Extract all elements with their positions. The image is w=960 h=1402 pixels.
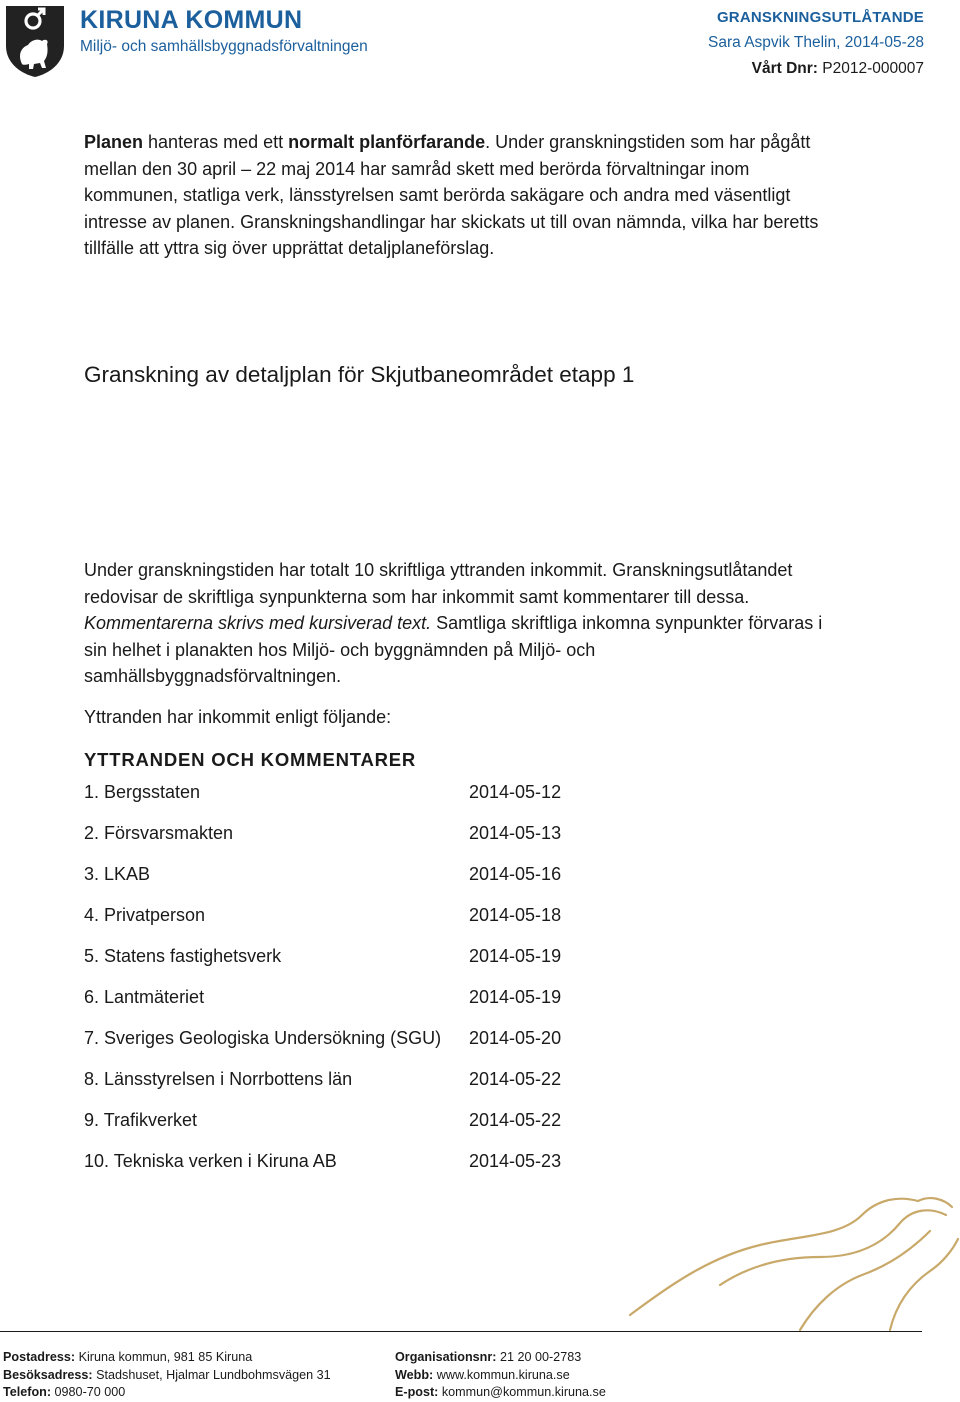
summary-paragraph [84, 557, 844, 690]
reference-number [752, 60, 924, 78]
entry-date: 2014-05-22 [469, 1110, 562, 1130]
summary-paragraph-text-continued: Samtliga skriftliga inkomna synpunkter förvaras i sin helhet i planakten hos Miljö- och byggnämnden på Miljö- och samhällsbyggnadsförvaltningen. [84, 613, 823, 687]
author-and-date: Sara Aspvik Thelin, 2014-05-28 [708, 34, 924, 51]
page-title: Granskning av detaljplan för Skjutbaneområdet etapp 1 [84, 362, 635, 387]
list-item [84, 987, 589, 1028]
list-item [84, 1069, 589, 1110]
list-item [84, 1110, 589, 1151]
entry-date: 2014-05-19 [469, 946, 562, 966]
ptarmigan-outline-decoration [600, 1165, 960, 1345]
department-name: Miljö- och samhällsbyggnadsförvaltningen [80, 38, 368, 55]
footer-visit-value: Stadshuset, Hjalmar Lundbohmsvägen 31 [96, 1367, 331, 1382]
entry-name: 2. Försvarsmakten [84, 823, 234, 843]
organization-name: KIRUNA KOMMUN [80, 6, 303, 34]
footer-contact-column [395, 1349, 606, 1402]
footer-orgnr-label: Organisationsnr: [395, 1350, 497, 1364]
entry-date: 2014-05-12 [469, 782, 562, 802]
list-item [84, 1151, 589, 1192]
footer-email [395, 1384, 606, 1402]
procedure-paragraph-bold-procedure: normalt planförfarande [288, 132, 486, 152]
entry-name: 10. Tekniska verken i Kiruna AB [84, 1151, 337, 1171]
footer-postal-address [3, 1349, 331, 1367]
procedure-paragraph [84, 129, 844, 262]
entry-name: 4. Privatperson [84, 905, 206, 925]
entry-name: 5. Statens fastighetsverk [84, 946, 282, 966]
entry-name: 9. Trafikverket [84, 1110, 198, 1130]
list-item [84, 1028, 589, 1069]
footer-web-label: Webb: [395, 1367, 434, 1382]
summary-paragraph-comment-note: Kommentarerna skrivs med kursiverad text. [84, 613, 432, 634]
footer-postal-label: Postadress: [3, 1350, 76, 1364]
entry-name: 7. Sveriges Geologiska Undersökning (SGU) [84, 1028, 442, 1048]
reference-label: Vårt Dnr: [751, 60, 818, 77]
footer-email-link[interactable]: kommun@kommun.kiruna.se [441, 1385, 606, 1399]
entry-date: 2014-05-16 [469, 864, 562, 884]
footer-website [395, 1367, 606, 1385]
footer-phone [3, 1384, 331, 1402]
entry-name: 3. LKAB [84, 864, 151, 884]
footer-divider [0, 1331, 922, 1332]
kiruna-coat-of-arms-icon [4, 4, 66, 78]
document-type: GRANSKNINGSUTLÅTANDE [716, 9, 924, 26]
entry-date: 2014-05-18 [469, 905, 562, 925]
procedure-paragraph-text: hanteras med ett [143, 132, 289, 152]
list-item [84, 782, 589, 823]
footer-orgnr-value: 21 20 00-2783 [499, 1350, 582, 1364]
entries-intro: Yttranden har inkommit enligt följande: [84, 707, 392, 727]
footer-phone-label: Telefon: [3, 1385, 52, 1399]
section-heading: YTTRANDEN OCH KOMMENTARER [84, 749, 417, 770]
footer-web-link[interactable]: www.kommun.kiruna.se [436, 1367, 570, 1382]
entry-date: 2014-05-20 [469, 1028, 562, 1048]
summary-paragraph-text: Under granskningstiden har totalt 10 skriftliga yttranden inkommit. Granskningsutlåtandet redovisar de skriftliga synpunkterna som har inkommit samt kommentarer till dessa. [84, 560, 793, 607]
procedure-paragraph-text-continued: . Under granskningstiden som har pågått mellan den 30 april – 22 maj 2014 har samråd skett med berörda förvaltningar inom kommunen, statliga verk, länsstyrelsen samt berörda sakägare och andra med väsentligt intresse av planen. Granskningshandlingar har skickats ut till ovan nämnda, vilka har beretts tillfälle att yttra sig över upprättat detaljplaneförslag. [84, 132, 819, 259]
entry-date: 2014-05-13 [469, 823, 562, 843]
entry-name: 8. Länsstyrelsen i Norrbottens län [84, 1069, 353, 1089]
list-item [84, 905, 589, 946]
reference-value: P2012-000007 [822, 60, 924, 77]
list-item [84, 946, 589, 987]
footer-postal-value: Kiruna kommun, 981 85 Kiruna [78, 1350, 253, 1364]
footer-visit-label: Besöksadress: [3, 1367, 93, 1382]
list-item [84, 823, 589, 864]
footer-email-label: E-post: [395, 1385, 439, 1399]
entry-date: 2014-05-23 [469, 1151, 562, 1171]
footer-visit-address [3, 1367, 331, 1385]
entry-name: 6. Lantmäteriet [84, 987, 205, 1007]
entry-date: 2014-05-19 [469, 987, 562, 1007]
entry-date: 2014-05-22 [469, 1069, 562, 1089]
footer-phone-value: 0980-70 000 [54, 1385, 126, 1399]
footer-org-number [395, 1349, 606, 1367]
footer-address-column [3, 1349, 331, 1402]
procedure-paragraph-bold-subject: Planen [84, 132, 144, 152]
entry-name: 1. Bergsstaten [84, 782, 201, 802]
list-item [84, 864, 589, 905]
statement-list [84, 782, 589, 1192]
